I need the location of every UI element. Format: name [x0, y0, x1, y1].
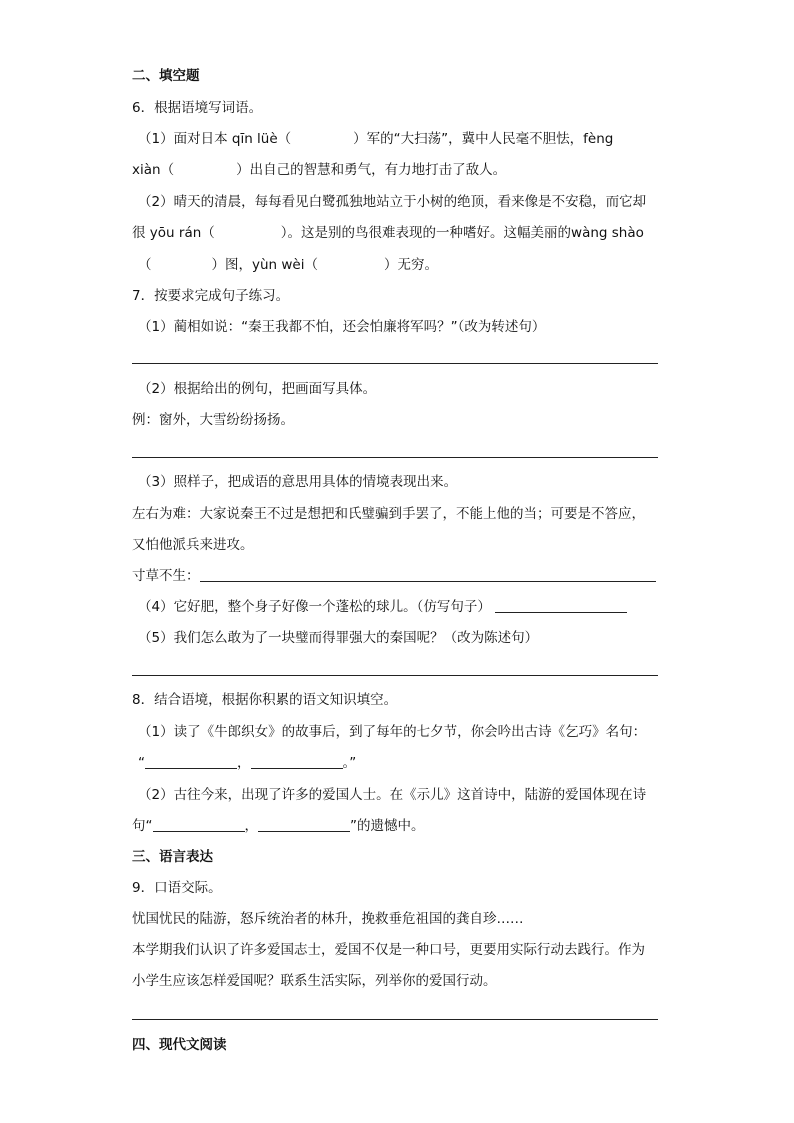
q6-part2-line1: （2）晴天的清晨，每每看见白鹭孤独地站立于小树的绝顶，看来像是不安稳，而它却 [138, 194, 647, 210]
q9-line1: 忧国忧民的陆游，怒斥统治者的林升，挽救垂危祖国的龚自珍…… [132, 911, 524, 927]
section-title-modern-reading: 四、现代文阅读 [132, 1037, 227, 1053]
q9-answer-line[interactable] [132, 1019, 658, 1020]
q8-part2-line2 [132, 816, 425, 836]
q9-line2: 本学期我们认识了许多爱国志士，爱国不仅是一种口号，更要用实际行动去践行。作为 [132, 942, 645, 958]
q9-line3: 小学生应该怎样爱国呢？联系生活实际，列举你的爱国行动。 [132, 973, 497, 989]
q7-part3-prompt-line [132, 566, 656, 586]
q6-text: ）。这是别的鸟很难表现的一种嗜好。这幅美丽的wàng shào [280, 225, 644, 241]
q8-part1-line2 [138, 753, 356, 773]
q6-title: 6．根据语境写词语。 [132, 100, 263, 116]
q7-part5: （5）我们怎么敢为了一块璧而得罪强大的秦国呢？（改为陈述句） [138, 630, 539, 646]
q7-part4: （4）它好肥，整个身子好像一个蓬松的球儿。（仿写句子） [138, 599, 491, 615]
q8-part2-line1: （2）古往今来，出现了许多的爱国人士。在《示儿》这首诗中，陆游的爱国体现在诗 [138, 787, 647, 803]
q7-part2-answer-line[interactable] [132, 457, 658, 458]
section-title-language-expression: 三、语言表达 [132, 849, 213, 865]
q6-text: ）图，yùn wèi（ [211, 257, 318, 273]
q6-text: xiàn（ [132, 162, 175, 178]
q6-part2-line2 [132, 223, 644, 243]
q8-part2-answer-blank-2[interactable] [258, 817, 350, 832]
q8-title: 8．结合语境，根据你积累的语文知识填空。 [132, 692, 398, 708]
q7-part4-line [138, 597, 627, 617]
q6-text: ）出自己的智慧和勇气，有力地打击了敌人。 [236, 162, 507, 178]
q9-title: 9．口语交际。 [132, 880, 222, 896]
q7-part3-answer-blank[interactable] [200, 567, 656, 582]
q7-part3-example-line2: 又怕他派兵来进攻。 [132, 537, 254, 553]
q6-text: ）军的“大扫荡”，冀中人民毫不胆怯，fèng [353, 131, 614, 147]
q7-part5-answer-line[interactable] [132, 675, 658, 676]
q7-part2: （2）根据给出的例句，把画面写具体。 [138, 381, 377, 397]
q8-quote-close: 。” [342, 755, 357, 771]
q7-part3-example-line1: 左右为难：大家说秦王不过是想把和氏璧骗到手罢了，不能上他的当；可要是不答应， [132, 506, 645, 522]
q6-part1-line2 [132, 160, 506, 180]
q8-part1-answer-blank-1[interactable] [145, 754, 237, 769]
q7-part1-answer-line[interactable] [132, 363, 658, 364]
q8-part1-answer-blank-2[interactable] [251, 754, 343, 769]
q6-part1-line1 [138, 129, 613, 149]
q7-part3: （3）照样子，把成语的意思用具体的情境表现出来。 [138, 474, 458, 490]
section-title-fill-blanks: 二、填空题 [132, 68, 200, 84]
q8-part1-line1: （1）读了《牛郎织女》的故事后，到了每年的七夕节，你会吟出古诗《乞巧》名句： [138, 724, 647, 740]
q6-text: ）无穷。 [384, 257, 438, 273]
q7-part4-answer-blank[interactable] [495, 598, 627, 613]
q7-part3-prompt: 寸草不生： [132, 568, 200, 584]
q6-part2-line3 [138, 255, 438, 275]
q8-comma: ， [244, 818, 258, 834]
q8-text: 句“ [132, 818, 153, 834]
q6-text: （ [138, 257, 152, 273]
q8-text: ”的遗憾中。 [350, 818, 425, 834]
q7-title: 7．按要求完成句子练习。 [132, 288, 290, 304]
q8-quote-open: “ [138, 755, 145, 771]
q6-text: （1）面对日本 qīn lüè（ [138, 131, 292, 147]
q7-part1: （1）蔺相如说：“秦王我都不怕，还会怕廉将军吗？”（改为转述句） [138, 319, 546, 335]
q8-part2-answer-blank-1[interactable] [153, 817, 245, 832]
q6-text: 很 yōu rán（ [132, 225, 215, 241]
q8-comma: ， [237, 755, 251, 771]
q7-part2-example: 例：窗外，大雪纷纷扬扬。 [132, 412, 294, 428]
